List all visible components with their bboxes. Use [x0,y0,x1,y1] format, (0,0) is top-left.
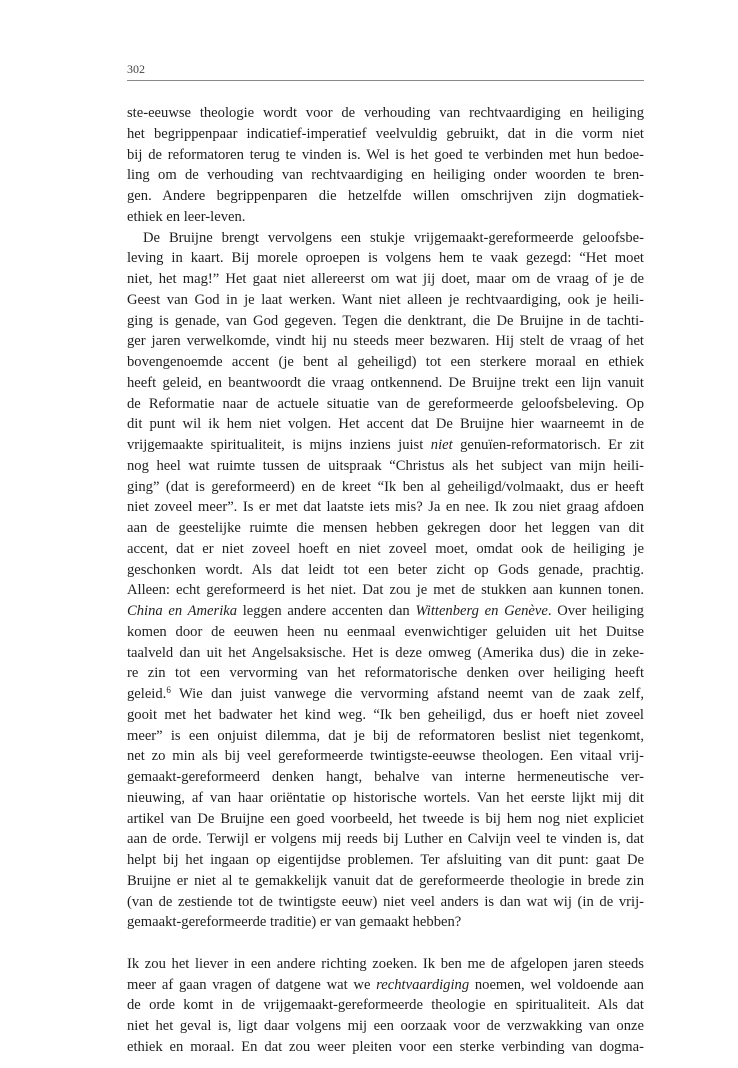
text-line: re zin tot een vervorming van het reformatorische denken over heiliging heeft [127,665,644,682]
text-line: niet het geval is, ligt daar volgens mij een oorzaak voor de verzwakking van onze [127,1018,644,1034]
text-line: bovengenoemde accent (je bent al geheiligd) tot een sterkere moraal en ethiek [127,354,644,370]
text-run: leggen andere accenten dan [237,603,416,619]
text-run: vrijgemaakte spiritualiteit, is mijns inziens juist [127,437,431,453]
text-line: het begrippenpaar indicatief-imperatief veelvuldig gebruikt, dat in die vorm niet [127,125,644,142]
header-rule [127,80,644,81]
emphasis: Wittenberg en Genève [415,603,548,619]
emphasis: China en Amerika [127,603,238,619]
text-line: niet zoveel meer”. Is er met dat laatste iets mis? Ja en nee. Ik zou niet graag afdoen [127,499,644,516]
text-line: leving in kaart. Bij morele oproepen is volgens hem te vaak gezegd: “Het moet [127,250,644,267]
text-line: gooit met het badwater het kind weg. “Ik ben geheiligd, dus er hoeft niet zoveel [127,706,644,723]
footnote-marker: 6 [166,685,171,695]
text-line: ste-eeuwse theologie wordt voor de verhouding van rechtvaardiging en heiliging [127,105,644,121]
text-line: Alleen: echt gereformeerd is het niet. Dat zou je met de stukken aan kunnen tonen. [127,582,644,599]
text-line: taalveld dan uit het Angelsaksische. Het is deze omweg (Amerika dus) die in zeke- [127,644,644,661]
text-line: (van de zestiende tot de twintigste eeuw) niet veel anders is dan wat wij (in de vrij- [127,893,644,910]
text-line: ethiek en moraal. En dat zou weer pleiten voor een sterke verbinding van dogma- [127,1038,644,1055]
text-run: meer af gaan vragen of datgene wat we [127,976,377,993]
text-run: genuïen-reformatorisch. Er zit [452,437,645,453]
text-line: Ik zou het liever in een andere richting zoeken. Ik ben me de afgelopen jaren steeds [127,955,644,972]
text-line: De Bruijne brengt vervolgens een stukje vrijgemaakt-gereformeerde geloofsbe- [143,229,644,246]
text-line: niet, het mag!” Het gaat niet allereerst om wat jij doet, maar om de vraag of je de [127,271,644,287]
text-line: accent, dat er niet zoveel hoeft en niet zoveel moet, omdat ook de heiliging je [127,540,644,557]
text-line: helpt bij het ingaan op eigentijdse problemen. Ter afsluiting van dit punt: gaat De [127,852,644,868]
text-line [127,601,644,622]
text-line: Bruijne er niet al te gemakkelijk vanuit dat de gereformeerde theologie in brede zin [127,872,644,889]
text-line: dit punt wil ik hem niet volgen. Het accent dat De Bruijne hier waarneemt in de [127,416,644,433]
page-number: 302 [127,62,145,76]
text-run: . Over heiliging [547,603,644,619]
text-line: meer” is een onjuist dilemma, dat je bij de reformatoren beslist niet tegenkomt, [127,727,644,744]
text-run: noemen, wel voldoende aan [469,976,644,993]
text-line: ging” (dat is gereformeerd) en de kreet “Ik ben al geheiligd/volmaakt, dus er heeft [127,478,644,495]
text-line: gen. Andere begrippenparen die hetzelfde willen omschrijven zijn dogmatiek- [127,188,644,204]
emphasis: rechtvaardiging [376,976,470,993]
text-line: net zo min als bij veel gereformeerde twintigste-eeuwse theologen. Een vitaal vrij- [127,748,644,765]
text-line: ging is genade, van God gegeven. Tegen die denktrant, die De Bruijne in de tachti- [127,312,644,329]
text-line: ger jaren verwelkomde, vindt hij nu steeds meer bezwaren. Hij stelt de vraag of het [127,333,644,350]
text-line: ethiek en leer-leven. [127,208,246,225]
text-line: gemaakt-gereformeerde traditie) er van gemaakt hebben? [127,914,462,931]
text-line: nog heel wat ruimte tussen de uitspraak “Christus als het subject van mijn heili- [127,457,644,474]
text-line: aan de geestelijke ruimte die mensen hebben gekregen door het leggen van dit [127,520,644,536]
text-line: ling om de verhouding van rechtvaardiging en heiliging onder woorden te bren- [127,167,644,184]
text-line: bij de reformatoren terug te vinden is. Wel is het goed te verbinden met hun bedoe- [127,146,644,163]
text-line: de Reformatie naar de actuele situatie van de gereformeerde geloofsbeleving. Op [127,395,644,412]
text-line: gemaakt-gereformeerd denken hangt, behalve van interne hermeneutische ver- [127,769,644,785]
text-line: artikel van De Bruijne een goed voorbeeld, het tweede is bij hem nog niet expliciet [127,810,644,827]
text-line: aan de orde. Terwijl er volgens mij reeds bij Luther en Calvijn veel te vinden is, dat [127,831,644,848]
text-run: Wie dan juist vanwege die vervorming afstand neemt van de zaak zelf, [170,686,644,702]
text-line: heeft geleid, en beantwoordt die vraag ontkennend. De Bruijne trekt een lijn vanuit [127,374,644,391]
text-line [127,435,644,456]
emphasis: niet [430,437,453,453]
text-line: Geest van God in je laat werken. Want niet alleen je rechtvaardiging, ook je heili- [127,291,644,308]
text-line [127,684,644,705]
text-line: nieuwing, af van haar oriëntatie op historische wortels. Van het eerste lijkt mij dit [127,789,644,806]
body-text [127,103,644,1058]
text-run: geleid. [127,686,167,702]
text-line: de orde komt in de vrijgemaakt-gereformeerde theologie en spiritualiteit. Als dat [127,997,644,1014]
text-line [127,975,644,996]
text-line: komen door de eeuwen heen nu eenmaal evenwichtiger geluiden uit het Duitse [127,623,644,640]
text-line: geschonken wordt. Als dat leidt tot een beter zicht op Gods genade, prachtig. [127,561,644,578]
